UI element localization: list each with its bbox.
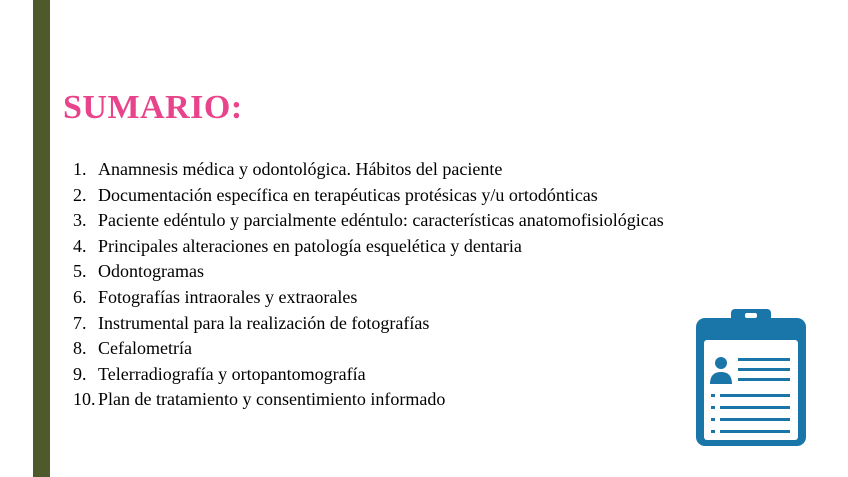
list-item-text: Telerradiografía y ortopantomografía (98, 363, 366, 384)
list-item-number: 2. (73, 184, 87, 205)
list-item-number: 8. (73, 338, 87, 359)
list-item (73, 157, 664, 183)
list-item-text: Odontogramas (98, 261, 204, 282)
list-item-number: 3. (73, 210, 87, 231)
list-item (73, 208, 664, 234)
list-item (73, 285, 664, 311)
topic-list (73, 157, 664, 413)
list-item-number: 4. (73, 235, 87, 256)
list-item (73, 259, 664, 285)
list-item-number: 6. (73, 286, 87, 307)
list-item-number: 1. (73, 159, 87, 179)
list-item-text: Anamnesis médica y odontológica. Hábitos del paciente (98, 159, 503, 179)
side-accent-bar (33, 0, 50, 477)
list-item (73, 387, 664, 413)
list-item-text: Fotografías intraorales y extraorales (98, 286, 358, 307)
list-item-number: 7. (73, 312, 87, 333)
list-item-number: 5. (73, 261, 87, 282)
list-item-text: Principales alteraciones en patología esquelética y dentaria (98, 235, 522, 256)
list-item-text: Documentación específica en terapéuticas protésicas y/u ortodónticas (98, 184, 598, 205)
page-title: SUMARIO: (63, 89, 243, 126)
list-item-number: 9. (73, 363, 87, 384)
list-item (73, 311, 664, 337)
list-item-text: Paciente edéntulo y parcialmente edéntulo: características anatomofisiológicas (98, 210, 664, 231)
list-item-number: 10. (73, 389, 96, 410)
list-item-text: Plan de tratamiento y consentimiento informado (98, 389, 446, 410)
list-item (73, 336, 664, 362)
list-item (73, 234, 664, 260)
list-item (73, 362, 664, 388)
list-item (73, 183, 664, 209)
clipboard-patient-record-icon (694, 306, 808, 447)
list-item-text: Instrumental para la realización de fotografías (98, 312, 430, 333)
list-item-text: Cefalometría (98, 338, 192, 359)
